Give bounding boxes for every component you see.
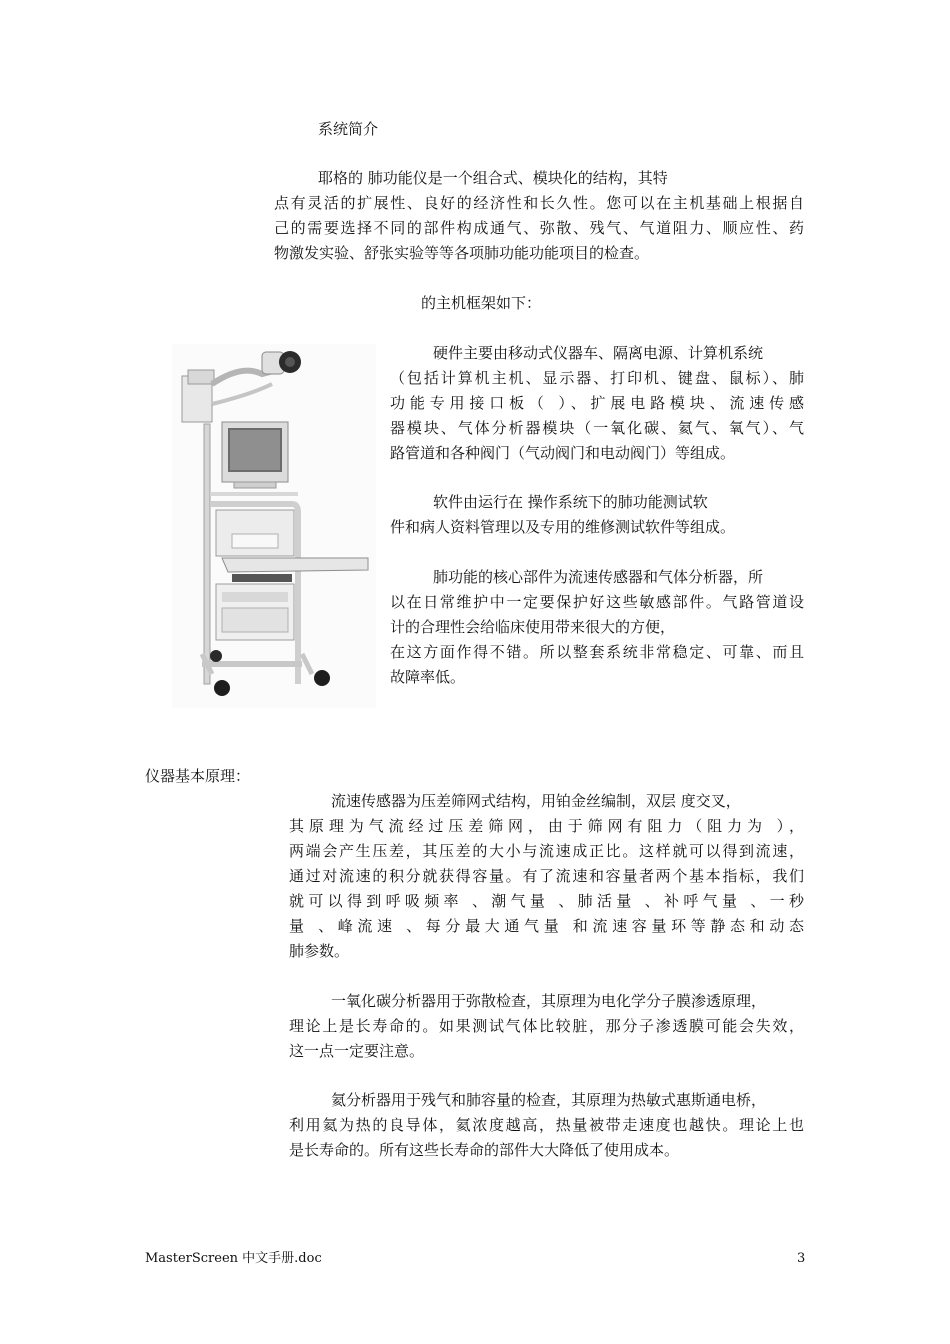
equipment-cart-illustration <box>172 344 376 708</box>
flow-line-3: 两端会产生压差，其压差的大小与流速成正比。这样就可以得到流速， <box>289 842 804 860</box>
he-line-2: 利用氦为热的良导体，氦浓度越高，热量被带走速度也越快。理论上也 <box>289 1116 804 1134</box>
hardware-line-1: 硬件主要由移动式仪器车、隔离电源、计算机系统 <box>433 344 764 362</box>
hardware-line-2: （包括计算机主机、显示器、打印机、键盘、鼠标）、肺 <box>390 369 804 387</box>
he-line-1: 氦分析器用于残气和肺容量的检查，其原理为热敏式惠斯通电桥， <box>331 1091 767 1109</box>
section-heading-principle: 仪器基本原理： <box>145 767 251 785</box>
core-line-2: 以在日常维护中一定要保护好这些敏感部件。气路管道设 <box>390 593 804 611</box>
section-heading-intro: 系统简介 <box>318 120 379 138</box>
intro-line-1: 耶格的 肺功能仪是一个组合式、模块化的结构，其特 <box>318 169 668 187</box>
intro-line-4: 物激发实验、舒张实验等等各项肺功能功能项目的检查。 <box>274 244 650 262</box>
flow-line-1: 流速传感器为压差筛网式结构，用铂金丝编制，双层 度交叉， <box>331 792 741 810</box>
core-line-5: 故障率低。 <box>390 668 466 686</box>
hardware-line-3: 功能专用接口板（ ）、扩展电路模块、流速传感 <box>390 394 804 412</box>
core-line-1: 肺功能的核心部件为流速传感器和气体分析器，所 <box>433 568 764 586</box>
equipment-cart-photo <box>172 344 376 708</box>
hardware-line-5: 路管道和各种阀门（气动阀门和电动阀门）等组成。 <box>390 444 736 462</box>
hardware-line-4: 器模块、气体分析器模块（一氧化碳、氦气、氧气）、气 <box>390 419 804 437</box>
core-line-4: 在这方面作得不错。所以整套系统非常稳定、可靠、而且 <box>390 643 804 661</box>
footer-page-number: 3 <box>797 1251 806 1266</box>
software-line-1: 软件由运行在 操作系统下的肺功能测试软 <box>433 493 708 511</box>
intro-line-2: 点有灵活的扩展性、良好的经济性和长久性。您可以在主机基础上根据自 <box>274 194 804 212</box>
flow-line-6: 量 、峰流速 、每分最大通气量 和流速容量环等静态和动态 <box>289 917 804 935</box>
co-line-1: 一氧化碳分析器用于弥散检查，其原理为电化学分子膜渗透原理， <box>331 992 767 1010</box>
software-line-2: 件和病人资料管理以及专用的维修测试软件等组成。 <box>390 518 736 536</box>
he-line-3: 是长寿命的。所有这些长寿命的部件大大降低了使用成本。 <box>289 1141 680 1159</box>
co-line-2: 理论上是长寿命的。如果测试气体比较脏，那分子渗透膜可能会失效， <box>289 1017 804 1035</box>
frame-caption: 的主机框架如下： <box>421 294 542 312</box>
footer-doc-name: MasterScreen 中文手册.doc <box>145 1251 322 1266</box>
co-line-3: 这一点一定要注意。 <box>289 1042 425 1060</box>
core-line-3: 计的合理性会给临床使用带来很大的方便， <box>390 618 676 636</box>
flow-line-4: 通过对流速的积分就获得容量。有了流速和容量者两个基本指标，我们 <box>289 867 804 885</box>
flow-line-5: 就可以得到呼吸频率 、潮气量 、肺活量 、补呼气量 、一秒 <box>289 892 804 910</box>
flow-line-2: 其原理为气流经过压差筛网，由于筛网有阻力（阻力为 ）， <box>289 817 804 835</box>
intro-line-3: 己的需要选择不同的部件构成通气、弥散、残气、气道阻力、顺应性、药 <box>274 219 804 237</box>
flow-line-7: 肺参数。 <box>289 942 350 960</box>
